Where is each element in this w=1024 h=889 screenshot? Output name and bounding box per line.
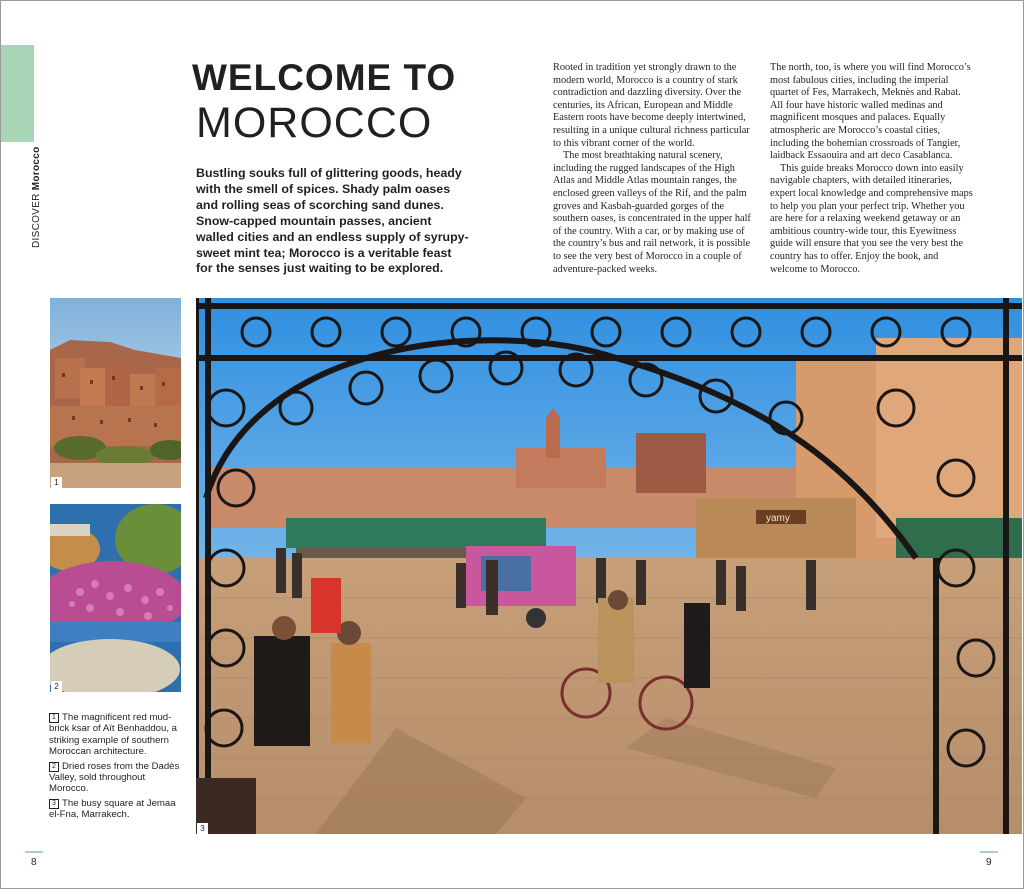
caption-text: The busy square at Jemaa el-Fna, Marrakech. <box>49 797 176 821</box>
page-title-line2: MOROCCO <box>196 99 433 147</box>
page-number-right: 9 <box>986 857 992 868</box>
intro-paragraph: Bustling souks full of glittering goods, heady with the smell of spices. Shady palm oases and rolling seas of scorching sand dunes. Snow-capped mountain passes, ancient walled cities and an endless supply of syrupy-sweet mint tea; Morocco is a veritable feast for the senses just waiting to be explored. <box>196 166 469 276</box>
photo-captions <box>49 712 184 824</box>
body-column-1 <box>553 62 758 276</box>
page-number-rule-right <box>980 851 998 853</box>
section-tab <box>1 45 34 142</box>
body-column-2 <box>770 62 975 276</box>
caption-text: Dried roses from the Dadès Valley, sold throughout Morocco. <box>49 760 180 795</box>
caption-text: The magnificent red mud-brick ksar of Aït Benhaddou, a striking example of southern Moroccan architecture. <box>49 712 177 758</box>
side-label-prefix: DISCOVER <box>31 193 42 248</box>
page-number-left: 8 <box>31 857 37 868</box>
body-paragraph: This guide breaks Morocco down into easily navigable chapters, with detailed itineraries, expert local knowledge and comprehensive maps to help you plan your perfect trip. Whether you are here for a relaxing weekend getaway or an ambitious country-wide tour, this Eyewitness guide will ensure that you see the very best the country has to offer. Enjoy the book, and welcome to Morocco. <box>770 162 973 275</box>
caption-item <box>49 761 184 795</box>
section-side-label <box>31 146 42 248</box>
body-paragraph: Rooted in tradition yet strongly drawn to the modern world, Morocco is a country of stark contradiction and dazzling diversity. Over the centuries, its African, European and Middle Eastern roots have become deeply intertwined, resulting in a unique cultural richness particular to this vibrant corner of the world. <box>553 62 750 149</box>
body-paragraph: The north, too, is where you will find Morocco’s most fabulous cities, including the imperial quartet of Fes, Marrakech, Meknès and Rabat. All four have historic walled medinas and magnificent mosques and palaces. Equally atmospheric are Morocco’s coastal cities, including the bohemian crossroads of Tangier, laidback Essaouira and art deco Casablanca. <box>770 62 971 162</box>
photo-ait-benhaddou <box>50 298 181 488</box>
caption-number: 3 <box>49 799 59 809</box>
page-number-rule-left <box>25 851 43 853</box>
caption-item <box>49 712 184 758</box>
shop-sign-text: yamy <box>766 513 790 524</box>
caption-number: 1 <box>49 713 59 723</box>
photo-number-2: 2 <box>51 681 62 692</box>
photo-number-1: 1 <box>51 477 62 488</box>
side-label-name: Morocco <box>31 146 42 191</box>
caption-item <box>49 798 184 821</box>
photo-number-3: 3 <box>197 823 208 834</box>
page-title-line1: WELCOME TO <box>192 57 457 98</box>
photo-dried-roses <box>50 504 181 692</box>
photo-jemaa-el-fna <box>196 298 1022 834</box>
body-paragraph: The most breathtaking natural scenery, including the rugged landscapes of the High Atlas and Middle Atlas mountain ranges, the enclosed green valleys of the Rif, and the palm groves and Kasbah-guarded gorges of the southern oases, is concentrated in the upper half of the country. With a car, or by making use of the country’s bus and rail network, it is possible to see the very best of Morocco in a couple of adventure-packed weeks. <box>553 150 751 275</box>
caption-number: 2 <box>49 762 59 772</box>
